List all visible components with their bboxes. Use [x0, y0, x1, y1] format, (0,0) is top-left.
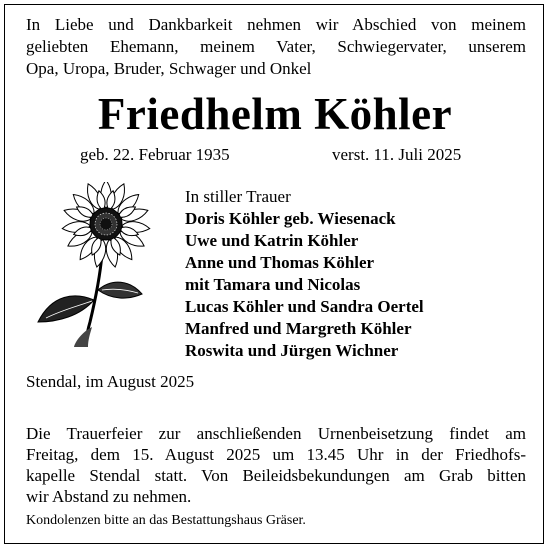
intro-line: Opa, Uropa, Bruder, Schwager und Onkel — [26, 59, 312, 78]
mourner-name: Roswita und Jürgen Wichner — [185, 341, 399, 360]
intro-line: In Liebe und Dankbarkeit nehmen wir Abschied von meinem — [26, 15, 526, 34]
mourner-name: Manfred und Margreth Köhler — [185, 319, 412, 338]
mourner-name: mit Tamara und Nicolas — [185, 275, 361, 294]
mourners-block — [185, 186, 424, 362]
ceremony-line: Freitag, dem 15. August 2025 um 13.45 Uhr in der Friedhofs- — [26, 445, 526, 464]
mourner-name: Uwe und Katrin Köhler — [185, 231, 359, 250]
birth-date: geb. 22. Februar 1935 — [80, 145, 230, 164]
intro-text — [26, 14, 526, 80]
ceremony-text — [26, 423, 526, 507]
mourners-lead: In stiller Trauer — [185, 187, 291, 206]
sunflower-icon — [30, 182, 170, 347]
ceremony-line: Die Trauerfeier zur anschließenden Urnenbeisetzung findet am — [26, 424, 526, 443]
ceremony-line: wir Abstand zu nehmen. — [26, 487, 192, 506]
mourner-name: Anne und Thomas Köhler — [185, 253, 375, 272]
death-date: verst. 11. Juli 2025 — [332, 145, 462, 164]
mourner-name: Doris Köhler geb. Wiesenack — [185, 209, 396, 228]
place-and-date: Stendal, im August 2025 — [26, 372, 195, 391]
intro-line: geliebten Ehemann, meinem Vater, Schwiegervater, unserem — [26, 37, 526, 56]
ceremony-line: kapelle Stendal statt. Von Beileidsbekundungen am Grab bitten — [26, 466, 526, 485]
deceased-name: Friedhelm Köhler — [97, 89, 453, 139]
condolence-note: Kondolenzen bitte an das Bestattungshaus Gräser. — [26, 513, 306, 528]
mourner-name: Lucas Köhler und Sandra Oertel — [185, 297, 424, 316]
